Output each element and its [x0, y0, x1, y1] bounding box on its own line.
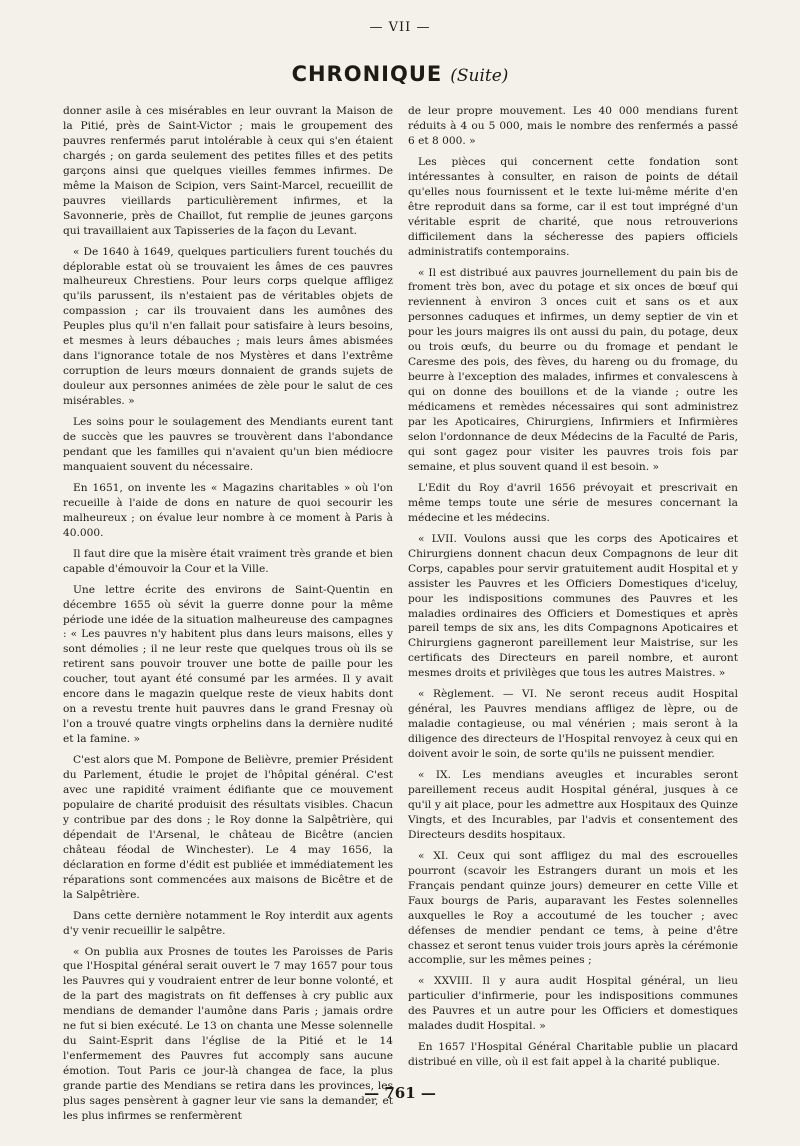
roman-page-marker: — VII — — [369, 20, 431, 35]
title-main: CHRONIQUE — [291, 62, 443, 86]
paragraph: En 1651, on invente les « Magazins charitables » où l'on recueille à l'aide de dons en nature de quoi secourir les malheureux ; on évalue leur nombre à ce moment à Paris à 40.000. — [63, 481, 393, 539]
paragraph: L'Edit du Roy d'avril 1656 prévoyait et prescrivait en même temps toute une série de mesures concernant la médecine et les médecins. — [408, 481, 738, 524]
title-suffix: (Suite) — [450, 66, 509, 86]
paragraph: de leur propre mouvement. Les 40 000 mendians furent réduits à 4 ou 5 000, mais le nombre des renfermés a passé 6 et 8 000. » — [408, 105, 738, 147]
paragraph: « On publia aux Prosnes de toutes les Paroisses de Paris que l'Hospital général serait ouvert le 7 may 1657 pour tous les Pauvres qui y voudraient entrer de leur bonne volonté, et de la part des magistrats on fit deffenses à cry public aux mendians de demander l'aumône dans Paris ; jamais ordre ne fut si bien exécuté. Le 13 on chanta une Messe solennelle du Saint-Esprit dans l'église de la Pitié et le 14 l'enfermement des Pauvres fut accomply sans aucune émotion. Tout Paris ce jour-là changea de face, la plus grande partie des Mendians se retira dans les provinces, les plus sages pensèrent à gagner leur vie sans la demander, et les plus infirmes se renfermèrent — [63, 945, 393, 1122]
paragraph: « XI. Ceux qui sont affligez du mal des escrouelles pourront (scavoir les Estrangers durant un mois et les Français pendant quinze jours) demeurer en cette Ville et Faux bourgs de Paris, auparavant les Festes solennelles auxquelles le Roy a accoutumé de les toucher ; avec défenses de mendier pendant ce tems, à peine d'être chassez et seront tenus vuider trois jours après la cérémonie accomplie, sur les mêmes peines ; — [408, 849, 738, 967]
page-number: — 761 — — [364, 1084, 436, 1102]
paragraph: Une lettre écrite des environs de Saint-Quentin en décembre 1655 où sévit la guerre donne pour la même période une idée de la situation malheureuse des campagnes : « Les pauvres n'y habitent plus dans leurs maisons, elles y sont démolies ; il ne leur reste que quelques trous où ils se retirent sans pouvoir trouver une botte de paille pour les coucher, tout ayant été consumé par les armées. Il y avait encore dans le magazin quelque reste de vieux habits dont on a revestu trente huit pauvres dans le grand Fresnay où l'on a trouvé quatre vingts orphelins dans la dernière nudité et la famine. » — [63, 583, 393, 746]
paragraph: Dans cette dernière notamment le Roy interdit aux agents d'y venir recueillir le salpêtre. — [63, 909, 393, 937]
section-title — [0, 62, 800, 86]
left-column — [63, 104, 393, 1130]
paragraph: Les pièces qui concernent cette fondation sont intéressantes à consulter, en raison de points de détail qu'elles nous fournissent et le texte lui-même mérite d'en être reproduit dans sa forme, car il est tout imprégné d'un véritable esprit de charité, que nous retrouverions difficilement dans la sécheresse des papiers officiels administratifs contemporains. — [408, 155, 738, 258]
paragraph: « De 1640 à 1649, quelques particuliers furent touchés du déplorable estat où se trouvaient les âmes de ces pauvres malheureux Chrestiens. Pour leurs corps quelque affligez qu'ils parussent, ils n'estaient pas de véritables objets de compassion ; car ils trouvaient dans les aumônes des Peuples plus qu'il n'en fallait pour satisfaire à leurs besoins, et mesmes à leurs débauches ; mais leurs âmes abismées dans l'ignorance totale de nos Mystères et dans l'extrême corruption de leurs mœurs donnaient de grands sujets de douleur aux personnes animées de zèle pour le salut de ces misérables. » — [63, 245, 393, 408]
paragraph: « Règlement. — VI. Ne seront receus audit Hospital général, les Pauvres mendians affligez de lèpre, ou de maladie contagieuse, ou mal vénérien ; mais seront à la diligence des directeurs de l'Hospital renvoyez à ceux qui en doivent avoir le soin, de sorte qu'ils ne puissent mendier. — [408, 688, 738, 761]
paragraph: « XXVIII. Il y aura audit Hospital général, un lieu particulier d'infirmerie, pour les indispositions communes des Pauvres et un autre pour les Officiers et domestiques malades dudit Hospital. » — [408, 975, 738, 1033]
paragraph: donner asile à ces misérables en leur ouvrant la Maison de la Pitié, près de Saint-Victor ; mais le groupement des pauvres renfermés parut intolérable à ceux qui s'en étaient chargés ; on garda seulement des petites filles et des petits garçons ainsi que quelques vieilles femmes infirmes. De même la Maison de Scipion, vers Saint-Marcel, recueillit de pauvres vieillards particulièrement infirmes, et la Savonnerie, près de Chaillot, fut remplie de jeunes garçons qui travaillaient aux Tapisseries de la façon du Levant. — [63, 105, 393, 237]
paragraph: En 1657 l'Hospital Général Charitable publie un placard distribué en ville, où il est fait appel à la charité publique. — [408, 1041, 738, 1069]
paragraph: C'est alors que M. Pompone de Belièvre, premier Président du Parlement, étudie le projet de l'hôpital général. C'est avec une rapidité vraiment édifiante que ce mouvement populaire de charité produisit des résultats visibles. Chacun y contribue par des dons ; le Roy donne la Salpêtrière, qui dépendait de l'Arsenal, le château de Bicêtre (ancien château féodal de Winchester). Le 4 may 1656, la déclaration en forme d'édit est publiée et immédiatement les réparations sont commencées aux maisons de Bicêtre et de la Salpêtrière. — [63, 754, 393, 901]
paragraph: « IX. Les mendians aveugles et incurables seront pareillement receus audit Hospital général, jusques à ce qu'il y ait place, pour les admettre aux Hospitaux des Quinze Vingts, et des Incurables, par l'advis et consentement des Directeurs desdits hospitaux. — [408, 769, 738, 841]
right-column — [408, 104, 738, 1076]
paragraph: Il faut dire que la misère était vraiment très grande et bien capable d'émouvoir la Cour et la Ville. — [63, 547, 393, 575]
paragraph: « LVII. Voulons aussi que les corps des Apoticaires et Chirurgiens donnent chacun deux Compagnons de leur dit Corps, capables pour servir gratuitement audit Hospital et y assister les Pauvres et les Officiers Domestiques d'iceluy, pour les indispositions communes des Pauvres et les maladies ordinaires des Officiers et Domestiques et après pareil temps de six ans, les dits Compagnons Apoticaires et Chirurgiens gagneront pareillement leur Maistrise, sur les certificats des Directeurs en pareil nombre, et auront mesmes droits et privilèges que tous les autres Maistres. » — [408, 532, 738, 680]
paragraph: « Il est distribué aux pauvres journellement du pain bis de froment très bon, avec du potage et six onces de bœuf qui reviennent à environ 3 onces cuit et sans os et aux personnes caduques et infirmes, un demy septier de vin et pour les jours maigres ils ont aussi du pain, du potage, deux ou trois œufs, du beurre ou du fromage et pendant le Caresme des pois, des fèves, du hareng ou du fromage, du beurre à l'exception des malades, infirmes et convalescens à qui on donne des bouillons et de la viande ; outre les médicamens et remèdes nécessaires qui sont administrez par les Apoticaires, Chirurgiens, Infirmiers et Infirmières selon l'ordonnance de deux Médecins de la Faculté de Paris, qui sont gagez pour visiter les pauvres trois fois par semaine, et plus souvent quand il est besoin. » — [408, 266, 738, 473]
paragraph: Les soins pour le soulagement des Mendiants eurent tant de succès que les pauvres se trouvèrent dans l'abondance pendant que les familles qui n'avaient qu'un bien médiocre manquaient souvent du nécessaire. — [63, 416, 393, 473]
